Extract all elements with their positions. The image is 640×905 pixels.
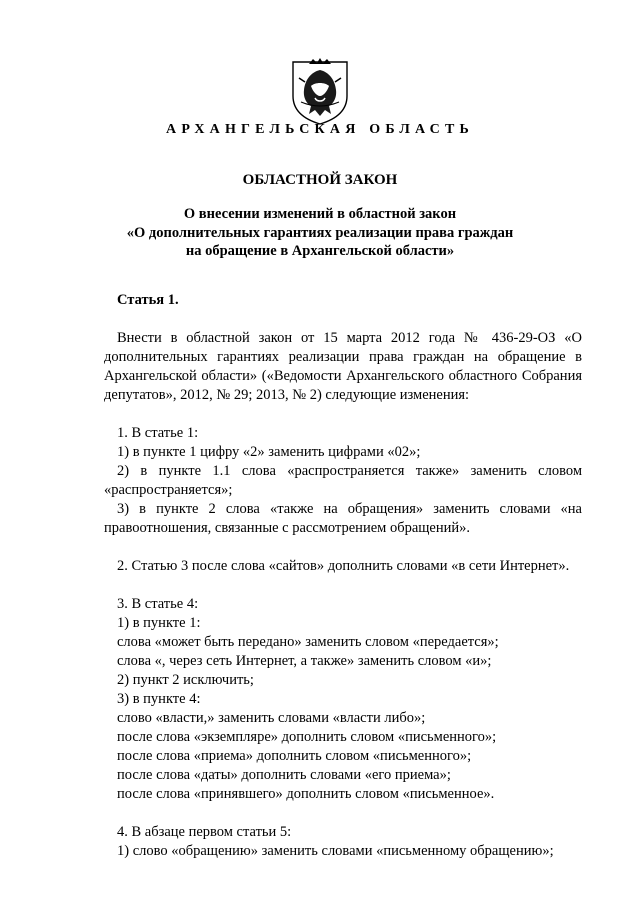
item2: 2. Статью 3 после слова «сайтов» дополнить словами «в сети Интернет». — [117, 558, 570, 574]
article-heading: Статья 1. — [117, 292, 179, 308]
item3-line: после слова «принявшего» дополнить словом «письменное». — [117, 786, 495, 802]
item3-line: слово «власти,» заменить словами «власти либо»; — [117, 710, 426, 726]
region-name: АРХАНГЕЛЬСКАЯ ОБЛАСТЬ — [166, 122, 474, 137]
spacer — [104, 310, 582, 329]
item3-line: слова «, через сеть Интернет, а также» заменить словом «и»; — [117, 653, 492, 669]
item3-line: после слова «экземпляре» дополнить словом «письменного»; — [117, 729, 497, 745]
item3-line: 3) в пункте 4: — [117, 691, 201, 707]
item4-title: 4. В абзаце первом статьи 5: — [117, 824, 292, 840]
item3-line: 1) в пункте 1: — [117, 615, 201, 631]
spacer — [104, 576, 582, 595]
item3-title: 3. В статье 4: — [117, 596, 199, 612]
law-title-line: «О дополнительных гарантиях реализации права граждан — [126, 224, 514, 241]
article-intro: Внести в областной закон от 15 марта 2012 года № 436-29-ОЗ «О дополнительных гарантиях реализации права граждан на обращение в Архангельской области» («Ведомости Архангельского областного Собрания депутатов», 2012, № 29; 2013, № 2) следующие изменения: — [104, 330, 582, 403]
item1-subitem: 1) в пункте 1 цифру «2» заменить цифрами «02»; — [117, 444, 421, 460]
law-title-line: на обращение в Архангельской области» — [185, 243, 455, 259]
item3-line: после слова «даты» дополнить словами «его приема»; — [117, 767, 451, 783]
item3-line: 2) пункт 2 исключить; — [117, 672, 254, 688]
law-title-line: О внесении изменений в областной закон — [183, 206, 457, 222]
law-body — [104, 291, 582, 861]
spacer — [104, 804, 582, 823]
item1-title: 1. В статье 1: — [117, 425, 199, 441]
coat-of-arms-icon — [289, 58, 351, 126]
item1-subitem: 3) в пункте 2 слова «также на обращения» заменить словами «на правоотношения, связанные с рассмотрением обращений». — [104, 501, 582, 536]
item4-line: 1) слово «обращению» заменить словами «письменному обращению»; — [117, 843, 554, 859]
spacer — [104, 538, 582, 557]
law-title — [100, 205, 540, 261]
spacer — [104, 405, 582, 424]
law-type: ОБЛАСТНОЙ ЗАКОН — [242, 172, 398, 188]
item3-line: после слова «приема» дополнить словом «письменного»; — [117, 748, 472, 764]
item1-subitem: 2) в пункте 1.1 слова «распространяется также» заменить словом «распространяется»; — [104, 463, 582, 498]
item3-line: слова «может быть передано» заменить словом «передается»; — [117, 634, 499, 650]
